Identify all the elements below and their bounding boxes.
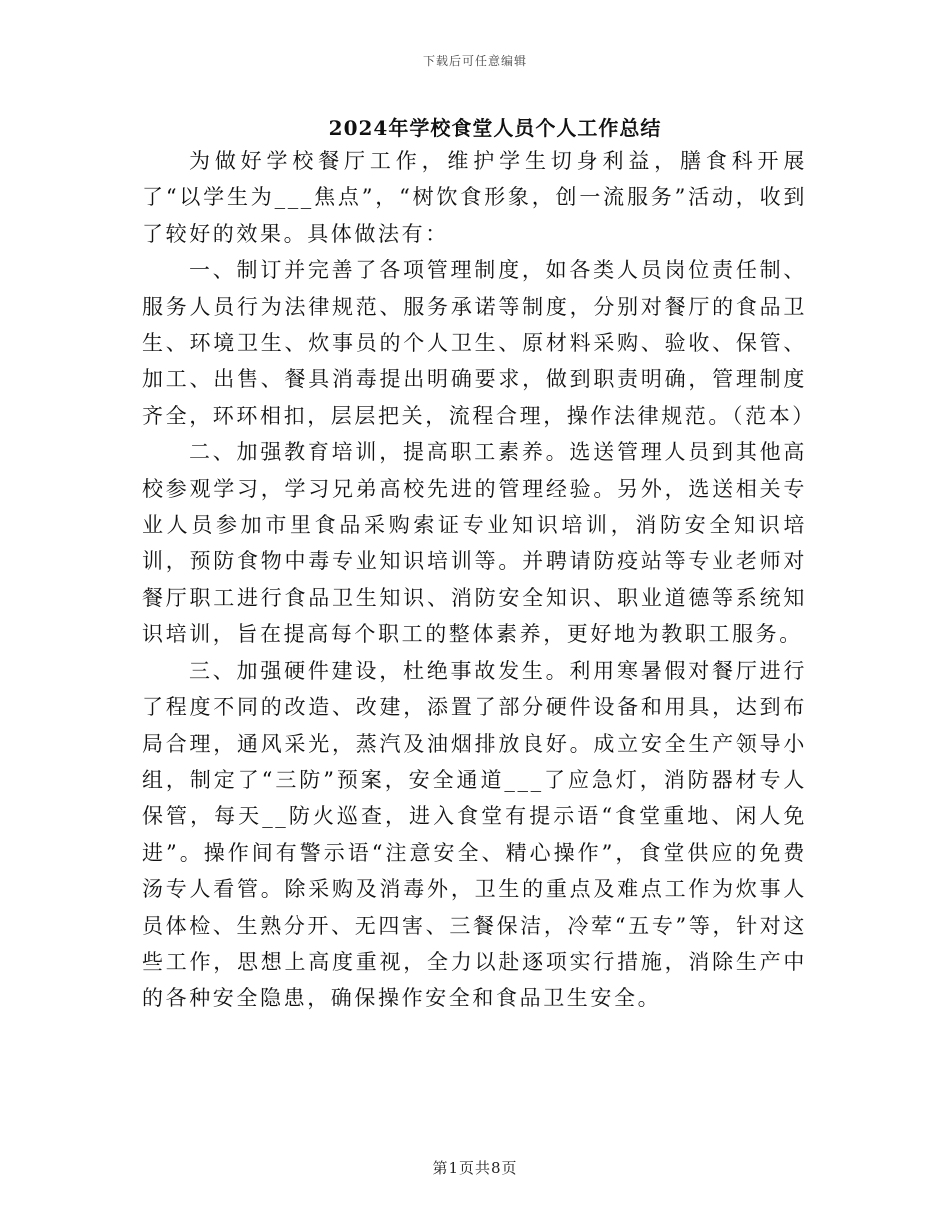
document-body xyxy=(142,143,816,1017)
paragraph-section-2: 二、加强教育培训，提高职工素养。选送管理人员到其他高校参观学习，学习兄弟高校先进的管理经验。另外，选送相关专业人员参加市里食品采购索证专业知识培训，消防安全知识培训，预防食物中毒专业知识培训等。并聘请防疫站等专业老师对餐厅职工进行食品卫生知识、消防安全知识、职业道德等系统知识培训，旨在提高每个职工的整体素养，更好地为教职工服务。 xyxy=(142,440,807,647)
paragraph-section-1: 一、制订并完善了各项管理制度，如各类人员岗位责任制、服务人员行为法律规范、服务承诺等制度，分别对餐厅的食品卫生、环境卫生、炊事员的个人卫生、原材料采购、验收、保管、加工、出售、餐具消毒提出明确要求，做到职责明确，管理制度齐全，环环相扣，层层把关，流程合理，操作法律规范。（范本） xyxy=(142,258,816,428)
header-note: 下载后可任意编辑 xyxy=(422,54,527,68)
paragraph-section-3: 三、加强硬件建设，杜绝事故发生。利用寒暑假对餐厅进行了程度不同的改造、改建，添置了部分硬件设备和用具，达到布局合理，通风采光，蒸汽及油烟排放良好。成立安全生产领导小组，制定了“三防”预案，安全通道___了应急灯，消防器材专人保管，每天__防火巡查，进入食堂有提示语“食堂重地、闲人免进”。操作间有警示语“注意安全、精心操作”，食堂供应的免费汤专人看管。除采购及消毒外，卫生的重点及难点工作为炊事人员体检、生熟分开、无四害、三餐保洁，冷荤“五专”等，针对这些工作，思想上高度重视，全力以赴逐项实行措施，消除生产中的各种安全隐患，确保操作安全和食品卫生安全。 xyxy=(142,658,807,1011)
page-footer: 第1页共8页 xyxy=(432,1159,518,1177)
paragraph-intro: 为做好学校餐厅工作，维护学生切身利益，膳食科开展了“以学生为___焦点”，“树饮食形象，创一流服务”活动，收到了较好的效果。具体做法有： xyxy=(142,149,807,246)
document-title: 2024年学校食堂人员个人工作总结 xyxy=(328,116,662,140)
